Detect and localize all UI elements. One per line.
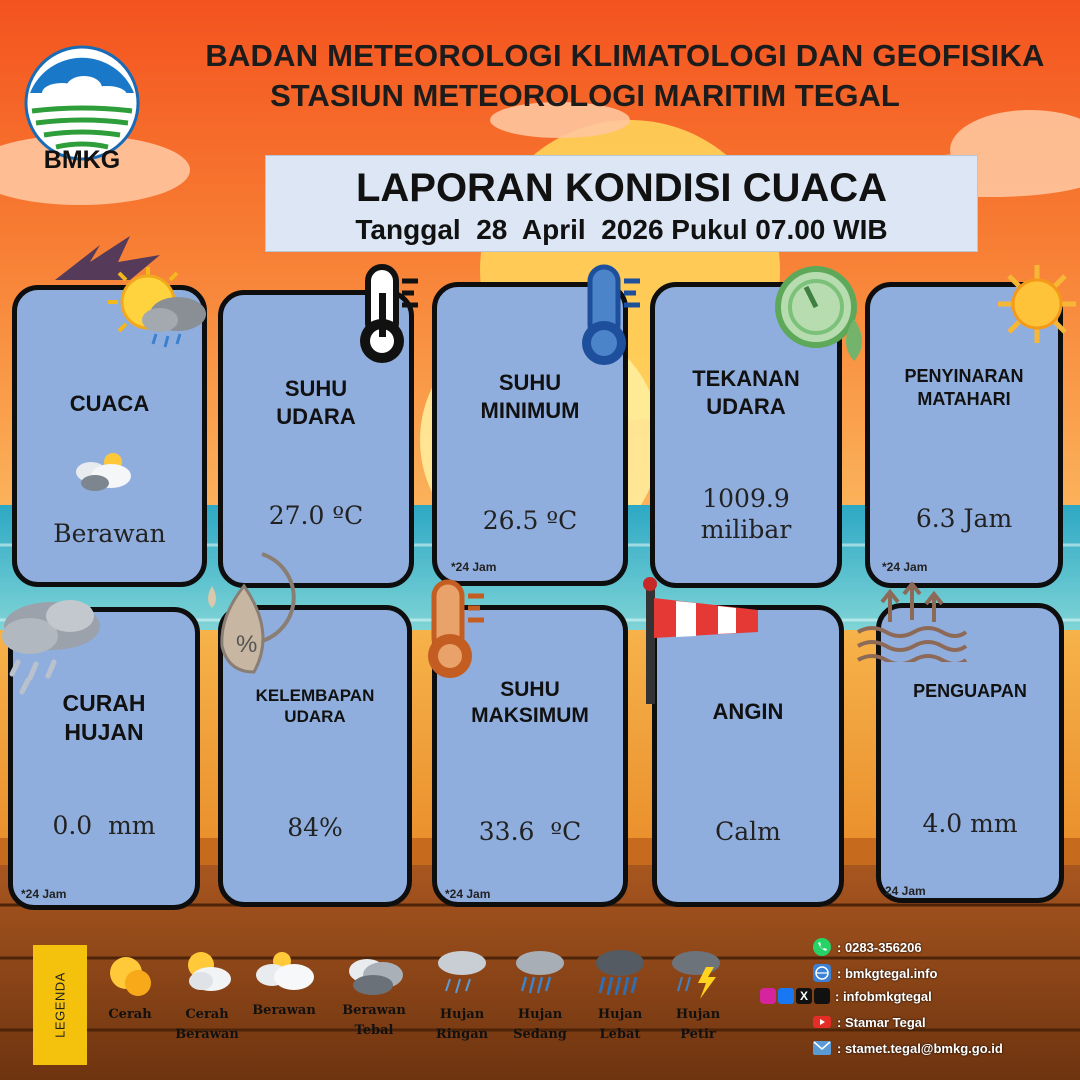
contact-phone [812, 937, 922, 957]
legend-label: Berawan [252, 1003, 316, 1018]
station-name: STASIUN METEOROLOGI MARITIM TEGAL [270, 78, 900, 113]
card-label: SUHU MAKSIMUM [471, 678, 589, 728]
card-value: 26.5 ºC [482, 506, 578, 535]
card-label: ANGIN [712, 699, 784, 724]
card-label: CUACA [69, 391, 150, 416]
legend-item-berawan [242, 945, 326, 1021]
legend-item-hujan-lebat [578, 945, 662, 1044]
humidity-icon [204, 546, 304, 681]
facebook-icon [778, 988, 794, 1004]
card-value: 27.0 ºC [268, 501, 364, 530]
legend-item-cerah [88, 945, 172, 1025]
card-note: *24 Jam [445, 887, 491, 901]
card-label: PENGUAPAN [913, 681, 1027, 701]
report-title: LAPORAN KONDISI CUACA [355, 166, 888, 210]
evaporation-icon [854, 582, 968, 662]
card-label: KELEMBAPAN UDARA [255, 686, 375, 727]
card-note: *24 Jam [21, 887, 67, 901]
sun-cloud-rain-icon [108, 262, 208, 357]
card-label: SUHU MINIMUM [480, 370, 580, 423]
card-label: PENYINARAN MATAHARI [904, 366, 1024, 409]
contact-email-text: : stamet.tegal@bmkg.go.id [837, 1040, 1003, 1056]
instagram-icon [760, 988, 776, 1004]
legend-item-hujan-petir [656, 945, 740, 1044]
light-rain-icon [432, 945, 492, 1005]
card-label: TEKANAN UDARA [692, 366, 800, 419]
rain-cloud-icon [0, 596, 104, 696]
legend-label: Cerah Berawan [175, 1007, 239, 1042]
tiktok-icon [814, 988, 830, 1004]
agency-name: BADAN METEOROLOGI KLIMATOLOGI DAN GEOFISIKA [205, 38, 1045, 73]
cloudy-icon [250, 945, 318, 1001]
thermometer-max-icon [420, 578, 488, 682]
legend-tag-label: LEGENDA [52, 972, 68, 1038]
contact-web-text: : bmkgtegal.info [837, 965, 938, 981]
card-note: *24 Jam [451, 560, 497, 574]
card-value: Calm [715, 817, 781, 846]
report-title-box [265, 155, 978, 252]
card-label: SUHU UDARA [276, 376, 356, 429]
overcast-icon [339, 945, 409, 1001]
x-icon: X [796, 988, 812, 1004]
logo-text: BMKG [43, 146, 121, 174]
heavy-rain-icon [590, 945, 650, 1005]
card-value: 1009.9 milibar [700, 484, 792, 545]
moderate-rain-icon [510, 945, 570, 1005]
web-icon [812, 963, 832, 983]
card-note: 24 Jam [885, 884, 926, 898]
whatsapp-icon [812, 937, 832, 957]
clear-icon [100, 945, 160, 1005]
contact-email[interactable] [812, 1038, 1003, 1058]
thermometer-icon [356, 263, 424, 367]
legend-label: Hujan Ringan [435, 1007, 489, 1042]
legend-label: Berawan Tebal [342, 1003, 406, 1038]
legend-item-berawan-tebal [332, 945, 416, 1040]
contact-phone-text: : 0283-356206 [837, 939, 922, 955]
cloudy-icon [69, 450, 137, 494]
contact-social-text: : infobmkgtegal [835, 988, 932, 1004]
card-value: 84% [287, 813, 343, 842]
partly-cloudy-icon [177, 945, 237, 1005]
mail-icon [812, 1038, 832, 1058]
card-value: Berawan [53, 519, 166, 548]
contact-web[interactable] [812, 963, 937, 983]
legend-tag [33, 945, 87, 1065]
card-note: *24 Jam [882, 560, 928, 574]
report-date: Tanggal 28 April 2026 Pukul 07.00 WIB [355, 214, 888, 245]
legend-label: Cerah [108, 1007, 152, 1022]
youtube-icon [812, 1012, 832, 1032]
thermometer-min-icon [576, 263, 644, 371]
contact-social[interactable] [760, 988, 932, 1004]
contact-youtube[interactable] [812, 1012, 926, 1032]
sun-icon [996, 263, 1078, 345]
card-value: 4.0 mm [922, 809, 1018, 838]
pressure-gauge-icon [770, 265, 874, 365]
thunderstorm-icon [668, 945, 728, 1005]
legend-item-hujan-ringan [420, 945, 504, 1044]
card-value: 6.3 Jam [915, 504, 1013, 533]
legend-item-hujan-sedang [498, 945, 582, 1044]
card-value: 33.6 ºC [478, 817, 582, 846]
windsock-icon [640, 576, 770, 706]
legend-label: Hujan Sedang [513, 1007, 567, 1042]
legend-label: Hujan Lebat [597, 1007, 643, 1042]
legend-label: Hujan Petir [675, 1007, 721, 1042]
legend-item-cerah-berawan [165, 945, 249, 1044]
svg-text:%: % [236, 631, 258, 658]
card-value: 0.0 mm [52, 811, 156, 840]
card-label: CURAH HUJAN [62, 690, 146, 745]
contact-youtube-text: : Stamar Tegal [837, 1014, 926, 1030]
